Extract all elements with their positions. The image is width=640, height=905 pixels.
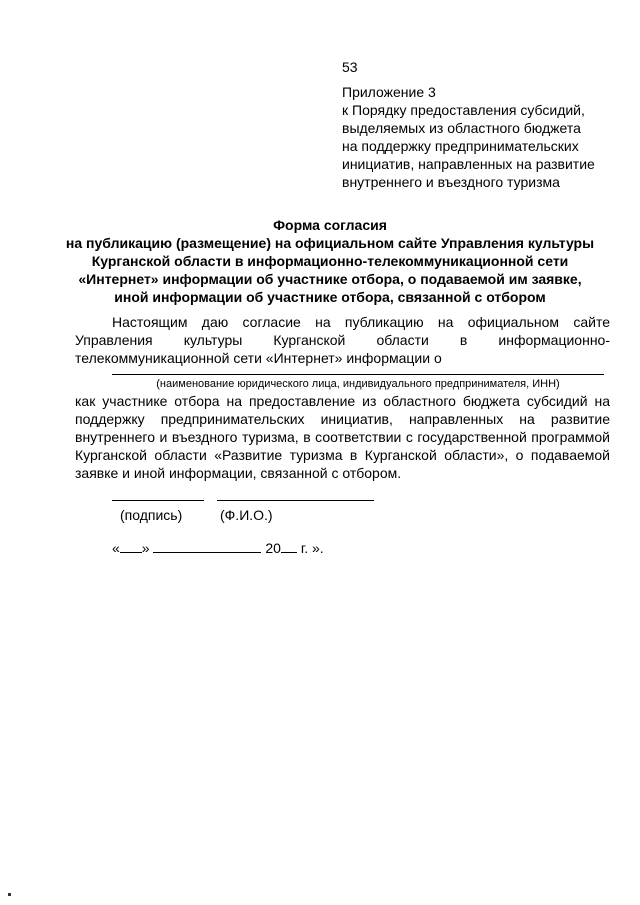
appendix-line: выделяемых из областного бюджета bbox=[342, 120, 581, 136]
scan-speck bbox=[8, 893, 11, 896]
appendix-block bbox=[342, 83, 612, 191]
day-blank bbox=[120, 539, 142, 553]
appendix-line: внутреннего и въездного туризма bbox=[342, 174, 560, 190]
date-line bbox=[112, 539, 324, 557]
page-number: 53 bbox=[342, 59, 358, 75]
fio-blank-line bbox=[217, 500, 374, 501]
body-line: заявке и иной информации, связанной с отбором. bbox=[75, 465, 402, 481]
body-line: как участнике отбора на предоставление из областного бюджета субсидий на bbox=[75, 393, 610, 409]
appendix-line: к Порядку предоставления субсидий, bbox=[342, 102, 585, 118]
name-caption: (наименование юридического лица, индивидуального предпринимателя, ИНН) bbox=[156, 378, 560, 390]
name-blank-line bbox=[112, 374, 604, 375]
fio-label: (Ф.И.О.) bbox=[220, 507, 273, 523]
year-blank bbox=[281, 539, 297, 553]
body-line: телекоммуникационной сети «Интернет» информации о bbox=[75, 350, 442, 366]
appendix-line: Приложение 3 bbox=[342, 84, 436, 100]
date-open-quote: « bbox=[112, 540, 120, 556]
date-suffix: г. ». bbox=[296, 540, 324, 556]
year-prefix: 20 bbox=[265, 540, 281, 556]
body-line: Курганской области «Развитие туризма в Курганской области», о подаваемой bbox=[75, 447, 610, 463]
title-line: Форма согласия bbox=[273, 217, 387, 233]
signature-blank-line bbox=[112, 500, 204, 501]
appendix-line: на поддержку предпринимательских bbox=[342, 138, 579, 154]
form-title bbox=[60, 216, 600, 306]
body-line: Настоящим даю согласие на публикацию на официальном сайте bbox=[112, 314, 610, 330]
title-line: иной информации об участнике отбора, связанной с отбором bbox=[114, 289, 546, 305]
title-line: на публикацию (размещение) на официальном сайте Управления культуры bbox=[65, 235, 595, 251]
title-line: «Интернет» информации об участнике отбора, о подаваемой им заявке, bbox=[78, 271, 582, 287]
body-line: Управления культуры Курганской области в информационно- bbox=[75, 332, 610, 348]
date-close-quote: » bbox=[141, 540, 150, 556]
body-line: поддержку предпринимательских инициатив, направленных на развитие bbox=[75, 411, 610, 427]
month-blank bbox=[153, 539, 261, 553]
signature-label: (подпись) bbox=[120, 507, 183, 523]
appendix-line: инициатив, направленных на развитие bbox=[342, 156, 595, 172]
title-line: Курганской области в информационно-телекоммуникационной сети bbox=[91, 253, 569, 269]
body-line: внутреннего и въездного туризма, в соответствии с государственной программой bbox=[75, 429, 610, 445]
